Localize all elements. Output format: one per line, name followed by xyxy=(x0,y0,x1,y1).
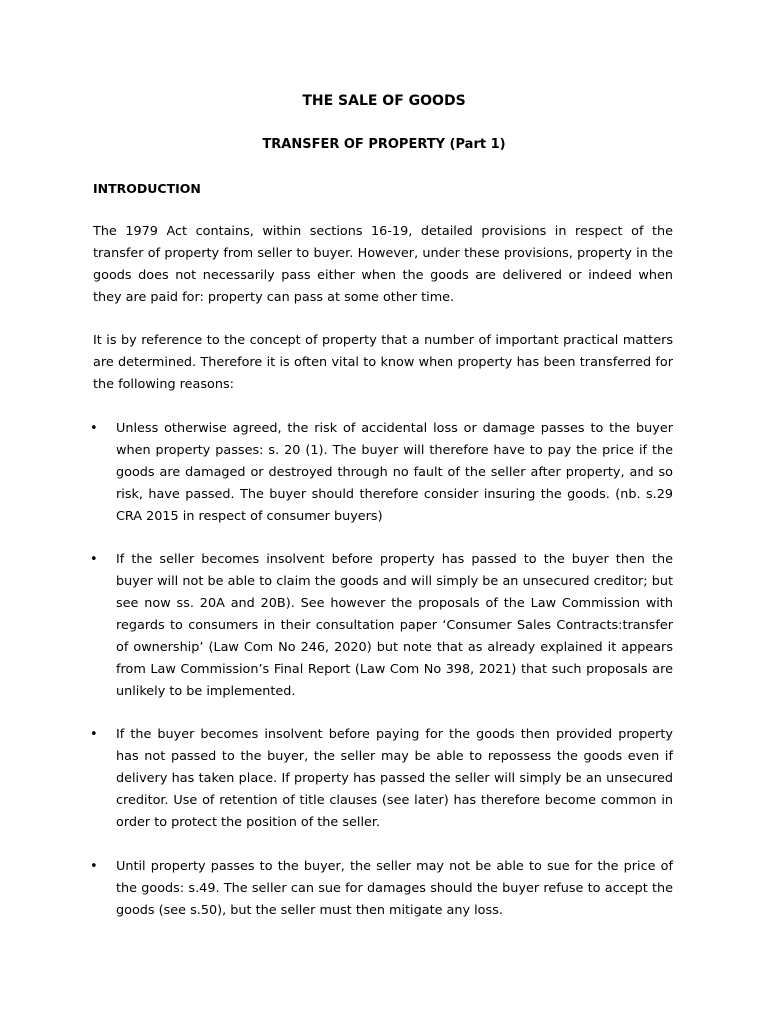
paragraph: It is by reference to the concept of property that a number of important practical matters are determined. Therefore it is often vital to know when property has been transferred for the following reasons: xyxy=(93,333,673,392)
bullet-item: Until property passes to the buyer, the seller may not be able to sue for the price of the goods: s.49. The seller can sue for damages should the buyer refuse to accept the goods (see s.50), but the seller must then mitigate any loss. xyxy=(116,859,673,918)
bullet-item: Unless otherwise agreed, the risk of accidental loss or damage passes to the buyer when property passes: s. 20 (1). The buyer will therefore have to pay the price if the goods are damaged or destroyed through no fault of the seller after property, and so risk, have passed. The buyer should therefore consider insuring the goods. (nb. s.29 CRA 2015 in respect of consumer buyers) xyxy=(116,421,673,524)
section-heading: INTRODUCTION xyxy=(93,181,201,196)
document-title: THE SALE OF GOODS xyxy=(302,93,466,109)
bullet-icon: • xyxy=(90,859,98,874)
bullet-item: If the seller becomes insolvent before property has passed to the buyer then the buyer will not be able to claim the goods and will simply be an unsecured creditor; but see now ss. 20A and 20B). See however the proposals of the Law Commission with regards to consumers in their consultation paper ‘Consumer Sales Contracts:transfer of ownership’ (Law Com No 246, 2020) but note that as already explained it appears from Law Commission’s Final Report (Law Com No 398, 2021) that such proposals are unlikely to be implemented. xyxy=(116,552,673,699)
bullet-icon: • xyxy=(90,552,98,567)
bullet-icon: • xyxy=(90,421,98,436)
bullet-icon: • xyxy=(90,727,98,742)
document-subtitle: TRANSFER OF PROPERTY (Part 1) xyxy=(262,137,506,152)
bullet-item: If the buyer becomes insolvent before paying for the goods then provided property has not passed to the buyer, the seller may be able to repossess the goods even if delivery has taken place. If property has passed the seller will simply be an unsecured creditor. Use of retention of title clauses (see later) has therefore become common in order to protect the position of the seller. xyxy=(116,727,673,830)
paragraph: The 1979 Act contains, within sections 16-19, detailed provisions in respect of the transfer of property from seller to buyer. However, under these provisions, property in the goods does not necessarily pass either when the goods are delivered or indeed when they are paid for: property can pass at some other time. xyxy=(93,224,673,305)
